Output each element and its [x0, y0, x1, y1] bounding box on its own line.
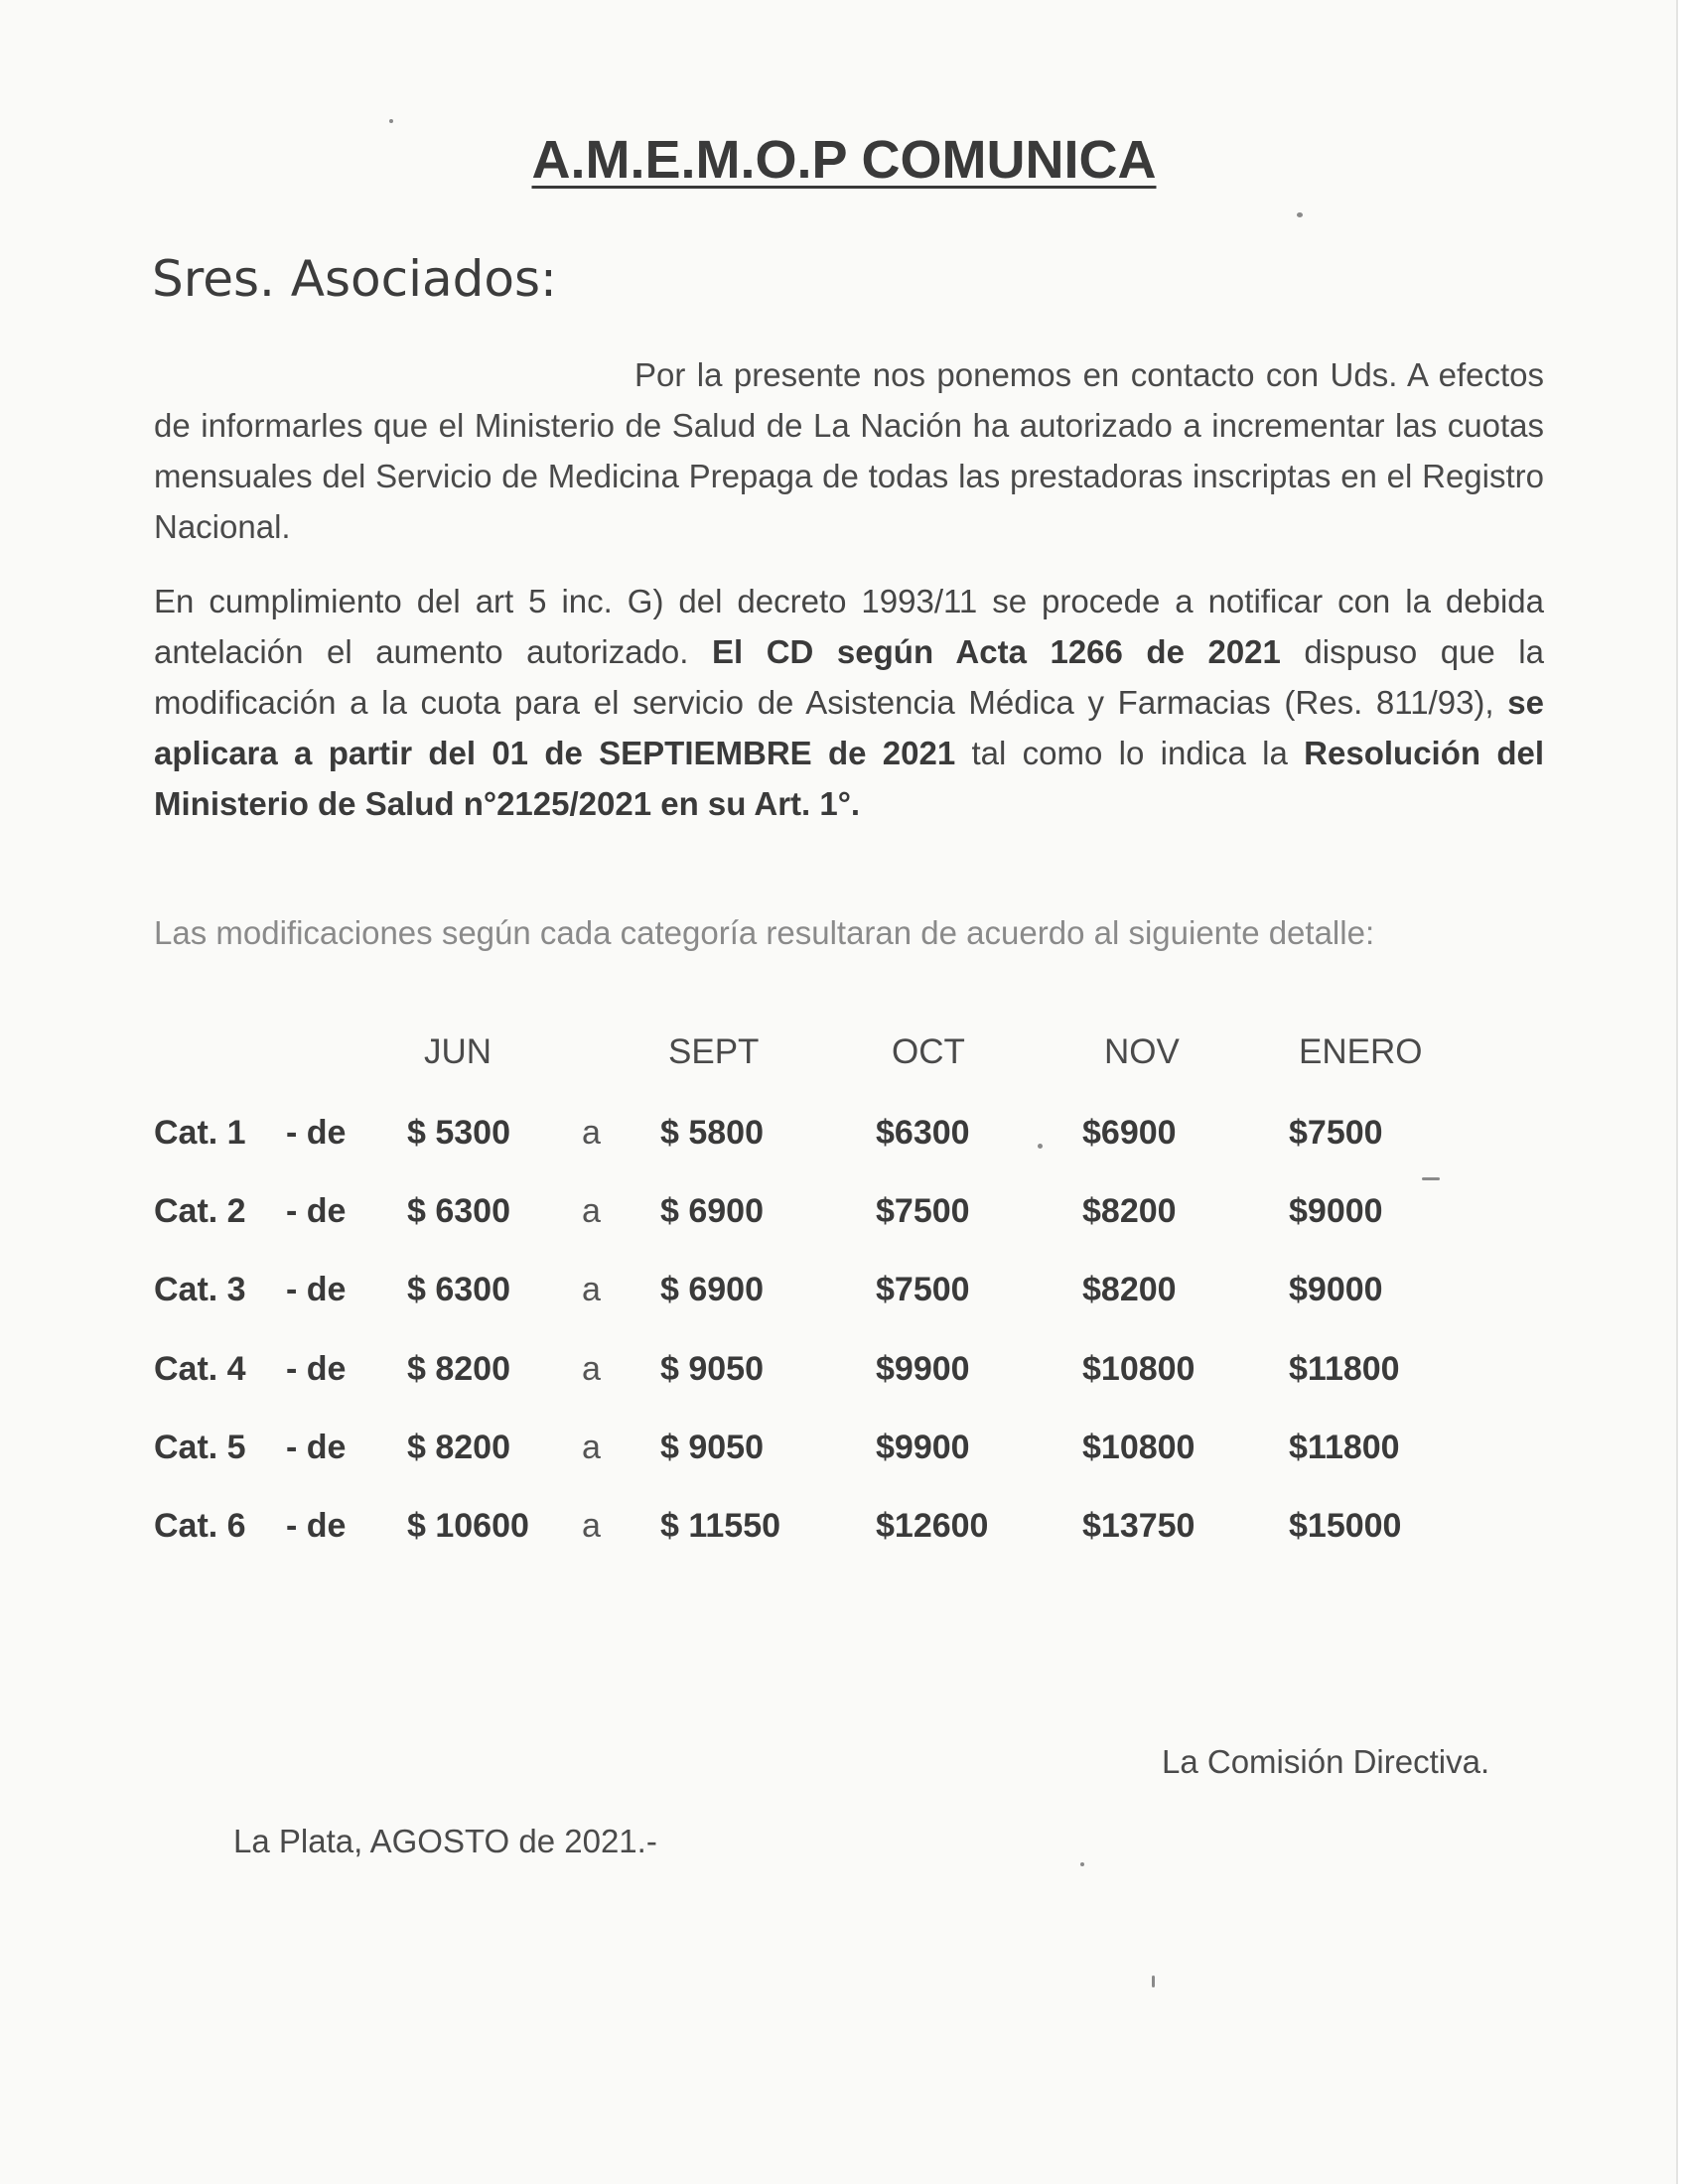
- cell-a: a: [582, 1114, 601, 1152]
- scan-speck: [389, 119, 393, 123]
- document-title: [0, 129, 1688, 191]
- cell-nov: $10800: [1082, 1429, 1196, 1466]
- cell-de: - de: [286, 1350, 347, 1388]
- cell-de: - de: [286, 1429, 347, 1466]
- cell-oct: $6300: [876, 1114, 970, 1152]
- cell-jun: $ 5300: [407, 1114, 510, 1152]
- notice-bold-resolution: Resolución del Ministerio de Salud n°2125/2021 en su Art. 1°.: [154, 735, 1545, 822]
- cell-oct: $9900: [876, 1429, 970, 1466]
- cell-a: a: [582, 1507, 601, 1545]
- table-row: [0, 1429, 1688, 1488]
- cell-oct: $12600: [876, 1507, 989, 1545]
- table-row: [0, 1114, 1688, 1173]
- notice-bold-acta: El CD según Acta 1266 de 2021: [712, 633, 1281, 670]
- scan-speck: [1152, 1976, 1155, 1987]
- cell-de: - de: [286, 1192, 347, 1230]
- header-enero: ENERO: [1299, 1032, 1423, 1071]
- title-text: A.M.E.M.O.P COMUNICA: [531, 130, 1157, 190]
- cell-nov: $8200: [1082, 1271, 1177, 1308]
- notice-text-2: dispuso que la modificación a la cuota para el servicio de Asistencia Médica y Farmacias (Res. 811/93),: [154, 633, 1544, 721]
- cell-jun: $ 10600: [407, 1507, 529, 1545]
- cell-jun: $ 6300: [407, 1271, 510, 1308]
- cell-sept: $ 11550: [660, 1507, 781, 1545]
- cell-jun: $ 8200: [407, 1350, 510, 1388]
- table-row: [0, 1507, 1688, 1567]
- table-row: [0, 1271, 1688, 1330]
- cell-enero: $7500: [1289, 1114, 1383, 1152]
- cell-a: a: [582, 1350, 601, 1388]
- cell-category: Cat. 1: [154, 1114, 246, 1152]
- header-nov: NOV: [1104, 1032, 1180, 1071]
- paragraph-intro: Por la presente nos ponemos en contacto con Uds. A efectos de informarles que el Ministerio de Salud de La Nación ha autorizado a incrementar las cuotas mensuales del Servicio de Medicina Prepaga de todas las prestadoras inscriptas en el Registro Nacional.: [154, 356, 1544, 545]
- cell-de: - de: [286, 1114, 347, 1152]
- paragraph-notice: [154, 576, 1544, 829]
- cell-nov: $13750: [1082, 1507, 1196, 1545]
- scan-speck: [1038, 1144, 1043, 1149]
- cell-nov: $10800: [1082, 1350, 1196, 1388]
- cell-de: - de: [286, 1271, 347, 1308]
- cell-category: Cat. 5: [154, 1429, 246, 1466]
- table-row: [0, 1350, 1688, 1410]
- cell-jun: $ 6300: [407, 1192, 510, 1230]
- cell-enero: $15000: [1289, 1507, 1402, 1545]
- cell-nov: $6900: [1082, 1114, 1177, 1152]
- cell-enero: $9000: [1289, 1271, 1383, 1308]
- header-oct: OCT: [892, 1032, 965, 1071]
- cell-sept: $ 9050: [660, 1350, 764, 1388]
- cell-a: a: [582, 1429, 601, 1466]
- cell-oct: $7500: [876, 1192, 970, 1230]
- cell-nov: $8200: [1082, 1192, 1177, 1230]
- cell-category: Cat. 2: [154, 1192, 246, 1230]
- place-and-date: La Plata, AGOSTO de 2021.-: [233, 1823, 657, 1859]
- cell-sept: $ 6900: [660, 1271, 764, 1308]
- scan-speck: [1422, 1177, 1440, 1180]
- paragraph-detail: Las modificaciones según cada categoría resultaran de acuerdo al siguiente detalle:: [154, 914, 1375, 951]
- cell-oct: $7500: [876, 1271, 970, 1308]
- header-sept: SEPT: [668, 1032, 760, 1071]
- cell-jun: $ 8200: [407, 1429, 510, 1466]
- cell-sept: $ 5800: [660, 1114, 764, 1152]
- header-jun: JUN: [424, 1032, 492, 1071]
- cell-de: - de: [286, 1507, 347, 1545]
- notice-text-1: En cumplimiento del art 5 inc. G) del decreto 1993/11 se procede a notificar con la debida antelación el aumento autorizado.: [154, 583, 1544, 670]
- page-edge: [1676, 0, 1688, 2184]
- signature-line: La Comisión Directiva.: [1162, 1743, 1490, 1780]
- table-row: [0, 1192, 1688, 1252]
- cell-sept: $ 6900: [660, 1192, 764, 1230]
- cell-sept: $ 9050: [660, 1429, 764, 1466]
- cell-a: a: [582, 1271, 601, 1308]
- scan-speck: [1080, 1862, 1084, 1866]
- notice-text-3: tal como lo indica la: [955, 735, 1305, 771]
- fee-table-header: [0, 1032, 1688, 1092]
- notice-bold-date: se aplicara a partir del 01 de SEPTIEMBRE de 2021: [154, 684, 1544, 771]
- scan-speck: [1297, 212, 1303, 217]
- cell-category: Cat. 3: [154, 1271, 246, 1308]
- salutation: Sres. Asociados:: [152, 250, 557, 308]
- cell-a: a: [582, 1192, 601, 1230]
- cell-oct: $9900: [876, 1350, 970, 1388]
- cell-enero: $11800: [1289, 1350, 1400, 1388]
- cell-category: Cat. 4: [154, 1350, 246, 1388]
- cell-category: Cat. 6: [154, 1507, 246, 1545]
- cell-enero: $9000: [1289, 1192, 1383, 1230]
- cell-enero: $11800: [1289, 1429, 1400, 1466]
